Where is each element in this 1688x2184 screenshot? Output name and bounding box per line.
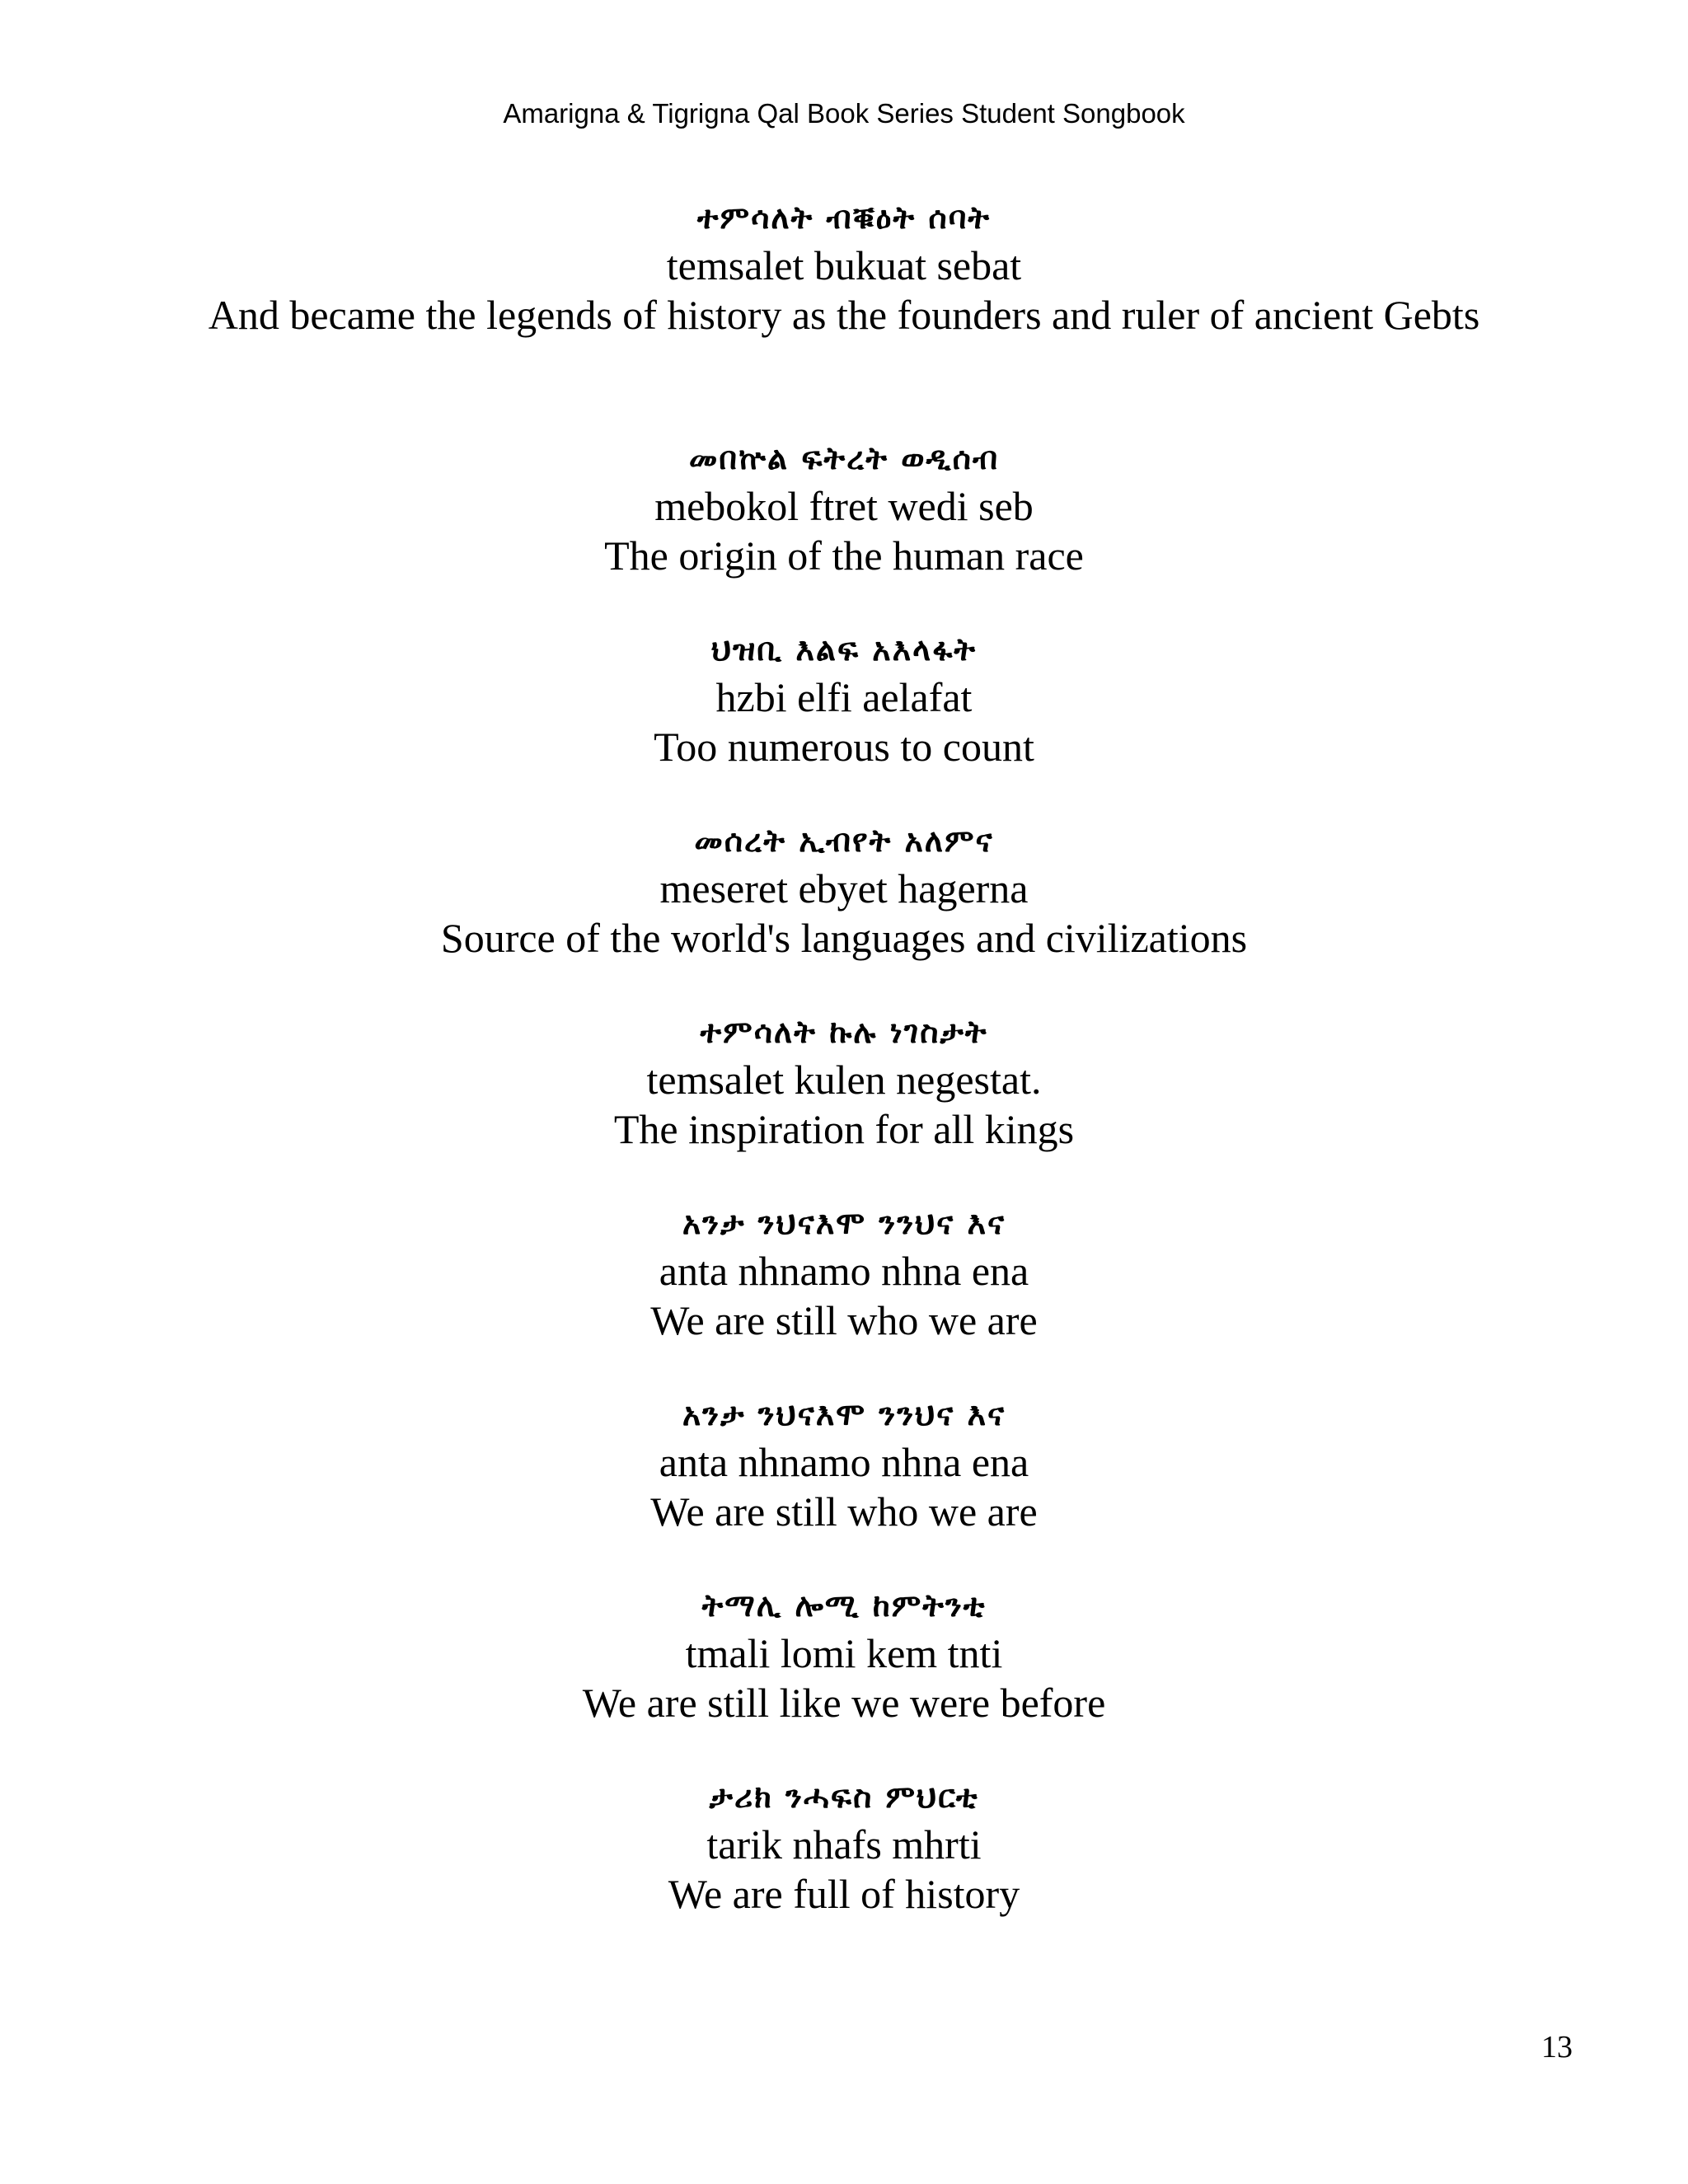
geez-line: አንታ ንህናእሞ ንንህና እና — [682, 1396, 1006, 1432]
stanza-6 — [0, 1200, 1688, 1345]
geez-line: ታሪክ ንሓፍስ ምህርቲ — [709, 1779, 979, 1815]
stanza-3 — [0, 626, 1688, 771]
translation-line: We are full of history — [668, 1871, 1020, 1917]
translation-line: Source of the world's languages and civilizations — [440, 915, 1248, 961]
translation-line: We are still like we were before — [582, 1680, 1106, 1726]
stanza-9 — [0, 1774, 1688, 1919]
transliteration-line: tmali lomi kem tnti — [685, 1630, 1003, 1676]
stanza-1 — [0, 194, 1688, 340]
translation-line: We are still who we are — [650, 1488, 1038, 1535]
page-number: 13 — [1541, 2030, 1573, 2064]
translation-line: The inspiration for all kings — [613, 1106, 1075, 1152]
running-header: Amarigna & Tigrigna Qal Book Series Student Songbook — [503, 98, 1185, 129]
transliteration-line: meseret ebyet hagerna — [659, 865, 1029, 912]
stanza-5 — [0, 1009, 1688, 1154]
transliteration-line: tarik nhafs mhrti — [706, 1821, 982, 1868]
geez-line: መበኵል ፍትረት ወዲሰብ — [688, 440, 1000, 476]
stanza-2 — [0, 435, 1688, 580]
geez-line: ተምሳለት ኩሉ ነገስታት — [700, 1014, 988, 1050]
translation-line: The origin of the human race — [604, 532, 1084, 579]
stanza-7 — [0, 1391, 1688, 1536]
translation-line: We are still who we are — [650, 1297, 1038, 1343]
translation-line: Too numerous to count — [654, 724, 1034, 770]
geez-line: አንታ ንህናእሞ ንንህና እና — [682, 1205, 1006, 1241]
stanza-8 — [0, 1582, 1688, 1727]
geez-line: ተምሳለት ብቑዕት ሰባት — [696, 199, 992, 236]
verse-list — [0, 194, 1688, 1919]
translation-line: And became the legends of history as the founders and ruler of ancient Gebts — [208, 292, 1480, 338]
transliteration-line: mebokol ftret wedi seb — [654, 483, 1034, 529]
geez-line: መሰረት ኢብየት አለምና — [694, 823, 994, 859]
transliteration-line: temsalet kulen negestat. — [646, 1057, 1042, 1103]
transliteration-line: anta nhnamo nhna ena — [659, 1439, 1029, 1485]
geez-line: ህዝቢ እልፍ አእላፋት — [710, 631, 978, 668]
stanza-4 — [0, 818, 1688, 963]
transliteration-line: anta nhnamo nhna ena — [659, 1248, 1029, 1294]
transliteration-line: hzbi elfi aelafat — [715, 674, 973, 720]
geez-line: ትማሊ ሎሚ ከምትንቲ — [701, 1587, 987, 1624]
transliteration-line: temsalet bukuat sebat — [666, 242, 1022, 288]
